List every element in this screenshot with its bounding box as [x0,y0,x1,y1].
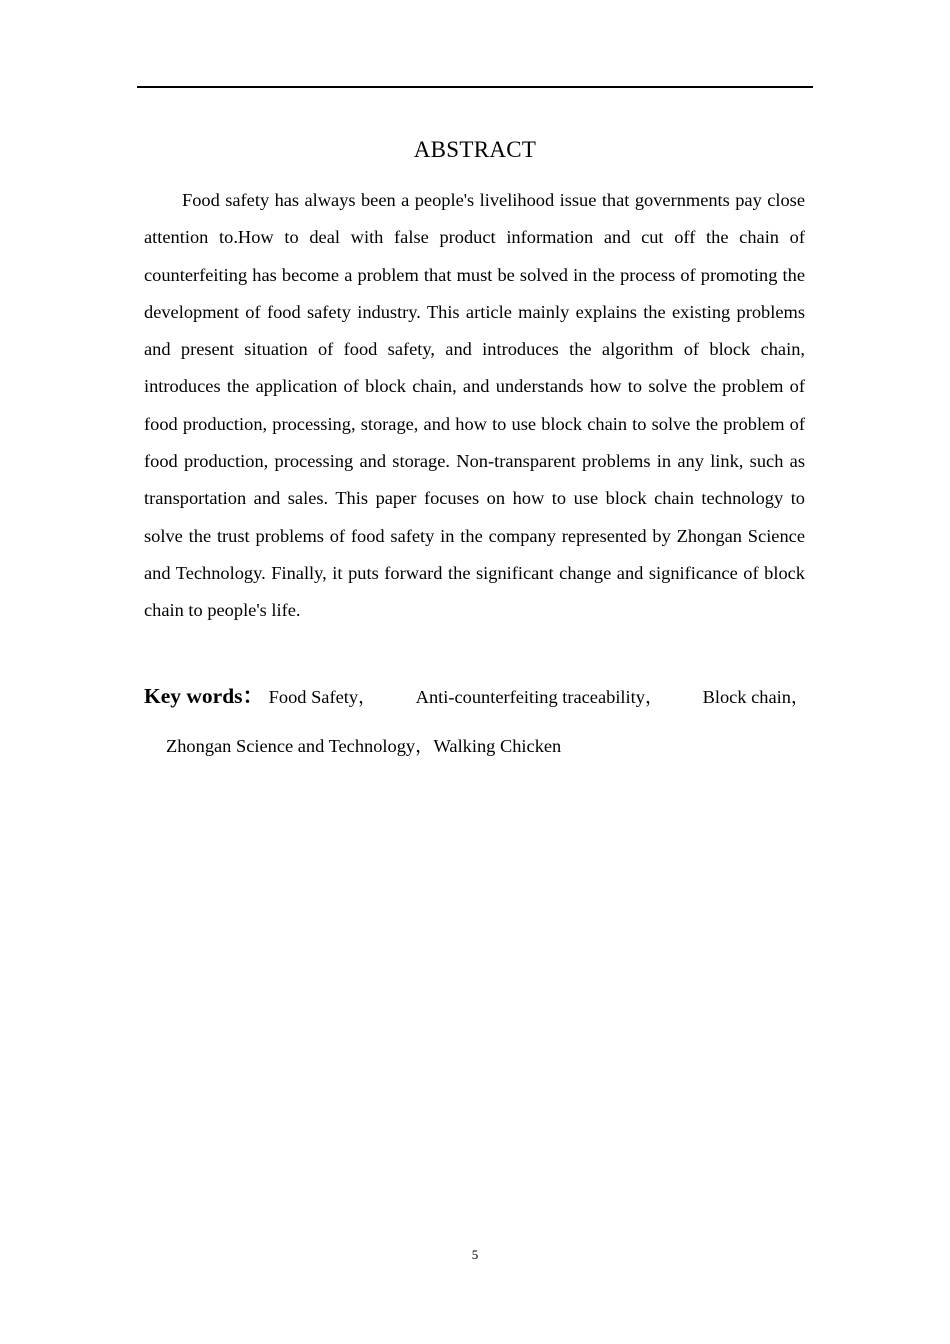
keywords-line [144,681,809,712]
page-number: 5 [471,1247,479,1262]
keywords-continuation: Zhongan Science and Technology，Walking Chicken [166,736,562,756]
abstract-heading: ABSTRACT [413,137,537,162]
keyword-item: Block chain， [702,687,810,707]
header-rule [137,86,813,88]
keyword-item: Food Safety， [268,687,377,707]
keywords-label: Key words： [144,684,265,708]
keyword-item: Anti-counterfeiting traceability， [415,687,664,707]
abstract-body: Food safety has always been a people's livelihood issue that governments pay close attention to.How to deal with false product information and cut off the chain of counterfeiting has become a problem that must be solved in the process of promoting the development of food safety industry. This article mainly explains the existing problems and present situation of food safety, and introduces the algorithm of block chain, introduces the application of block chain, and understands how to solve the problem of food production, processing, storage, and how to use block chain to solve the problem of food production, processing and storage. Non-transparent problems in any link, such as transportation and sales. This paper focuses on how to use block chain technology to solve the trust problems of food safety in the company represented by Zhongan Science and Technology. Finally, it puts forward the significant change and significance of block chain to people's life. [144,190,805,621]
